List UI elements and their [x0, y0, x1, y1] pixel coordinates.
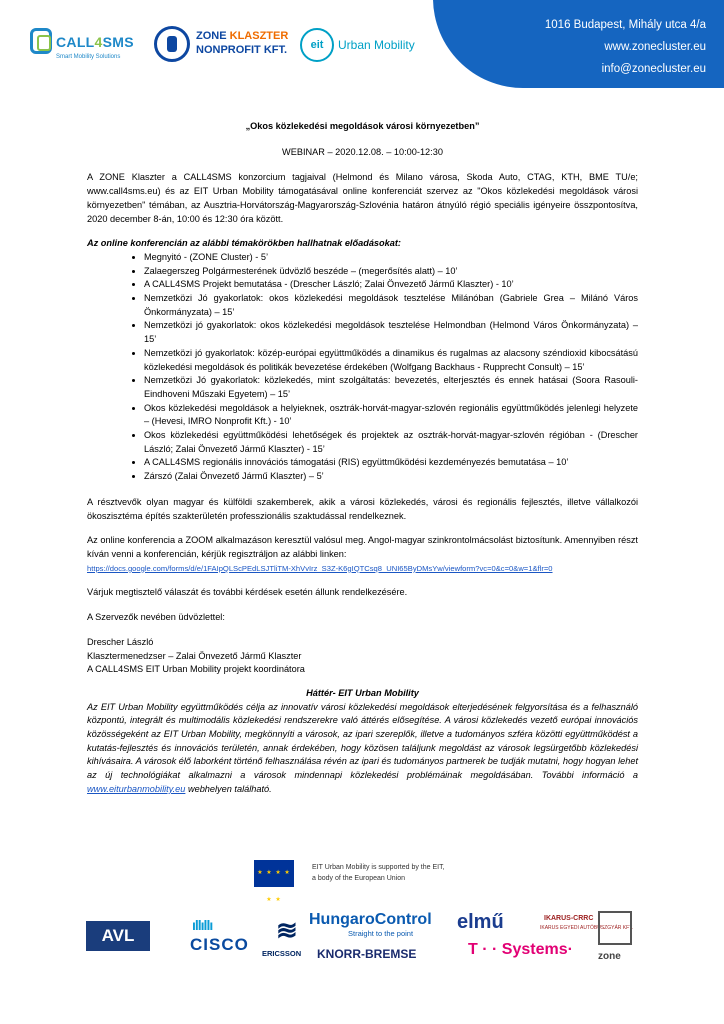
topics-heading: Az online konferencián az alábbi témakörökben hallhatnak előadásokat: — [87, 238, 401, 249]
background-paragraph: Az EIT Urban Mobility együttműködés célja az innovatív városi közlekedési megoldások elterjedésének felgyorsítása és a felhasználó központú, integrált és multimodális közlekedési rendszerekre való áttérés elősegítése. A városi közlekedés vezető európai innovációs közösségeként az EIT Urban Mobility, megkönnyíti a városok, az ipari szereplők, illetve a tudományos szféra közötti együttműködést a kutatás-fejlesztés és innovációs területén, annak érdekében, hogy közösen találjunk megoldást az városok legsürgetőbb közlekedési kihívásaira. A városok élő laborként történő felhasználása révén az ipari és tudományos partnerek be tudják mutatni, hogy hogyan lehet az új technológiákat alkalmazni a városok mindennapi közlekedési problémáinak megoldásában. További információ a www.eiturbanmobility.eu webhelyen található. — [87, 701, 638, 794]
zone-klaszter-logo — [154, 26, 294, 70]
list-item: • Nemzetközi jó gyakorlatok: közép-európai együttműködés a dinamikus és rugalmas az alacsony széndioxid kibocsátású közlekedési megoldások és politikák bevezetése érdekében (Wolfgang Backhaus - Rupprecht Consult) – 15’ — [144, 347, 638, 374]
elmu-logo: elmű — [457, 911, 504, 933]
list-item: • A CALL4SMS Projekt bemutatása - (Drescher László; Zalai Önvezető Jármű Klaszter) - 10’ — [144, 278, 638, 292]
list-item: • Megnyitó - (ZONE Cluster) - 5’ — [144, 251, 638, 265]
intro-paragraph: A ZONE Klaszter a CALL4SMS konzorcium tagjaival (Helmond és Milano városa, Skoda Auto, CTAG, KTH, BME TU/e; www.call4sms.eu) és az EIT Urban Mobility támogatásával online konferenciát szervez az "Okos közlekedési megoldások városi környezetben" témában, az Ausztria-Horvátország-Magyarország-Szlovénia határon átnyúló régió speciális igényeire összpontosítva, 2020 december 8-án, 10:00 és 12:30 óra között. — [87, 172, 638, 224]
ikarus-crrc-logo: IKARUS-CRRC — [544, 915, 594, 922]
call4sms-tagline: Smart Mobility Solutions — [56, 54, 121, 60]
signature-block — [87, 636, 638, 677]
knorr-bremse-logo: KNORR-BREMSE — [317, 947, 417, 961]
sponsor-logos — [0, 905, 724, 985]
zone-logo: zone — [598, 951, 621, 962]
list-item: • Nemzetközi Jó gyakorlatok: közlekedés, mint szolgáltatás: bevezetés, elterjesztés és ennek hatásai (Soora Rasouli- Eindhoveni Műszaki Egyetem) – 15’ — [144, 374, 638, 401]
list-item: • Nemzetközi Jó gyakorlatok: okos közlekedési megoldások tesztelése Milánóban (Gabriele Grea – Milánó Város Önkormányzata) – 15’ — [144, 292, 638, 319]
document-title: „Okos közlekedési megoldások városi környezetben” — [245, 121, 480, 131]
avl-logo: AVL — [86, 921, 150, 951]
list-item: • Okos közlekedési együttműködési lehetőségek és projektek az osztrák-horvát-magyar-szlovén régióban - (Drescher László; Zalai Önvezető Jármű Klaszter) - 15’ — [144, 429, 638, 456]
registration-paragraph — [87, 534, 638, 575]
eu-support-text: EIT Urban Mobility is supported by the EIT, a body of the European Union — [312, 864, 445, 882]
list-item: • Okos közlekedési megoldások a helyieknek, osztrák-horvát-magyar-szlovén regionális együttműködés jelenlegi helyzete – (Hevesi, IMRO Nonprofit Kft.) - 10’ — [144, 402, 638, 429]
list-item: • A CALL4SMS regionális innovációs támogatási (RIS) együttműködési kezdeményezés bemutatása – 10’ — [144, 456, 638, 470]
list-item: • Zárszó (Zalai Önvezető Jármű Klaszter) – 5’ — [144, 470, 638, 484]
call4sms-logo — [30, 28, 140, 68]
t-systems-logo: T · · Systems· — [468, 941, 573, 958]
signature-project-role: A CALL4SMS EIT Urban Mobility projekt koordinátora — [87, 664, 305, 675]
contact-block — [545, 14, 706, 80]
ericsson-icon: ≋ — [276, 915, 298, 945]
background-heading: Háttér- EIT Urban Mobility — [306, 687, 419, 698]
eit-website-link[interactable]: www.eiturbanmobility.eu — [87, 783, 186, 794]
zoom-text: Az online konferencia a ZOOM alkalmazáson keresztül valósul meg. Angol-magyar szinkrontolmácsolást biztosítunk. Amennyiben részt kíván venni a konferencián, kérjük regisztráljon az alábbi linken: — [87, 535, 638, 559]
eit-urban-mobility-logo — [300, 28, 430, 64]
letterhead — [0, 0, 724, 95]
hungarocontrol-tagline: Straight to the point — [348, 929, 414, 938]
zone-logo-line2: NONPROFIT KFT. — [196, 44, 288, 56]
zone-icon — [154, 26, 190, 62]
document-subtitle: WEBINAR – 2020.12.08. – 10:00-12:30 — [282, 146, 443, 157]
closing-paragraph: Várjuk megtisztelő válaszát és további kérdések esetén állunk rendelkezésére. — [87, 587, 408, 598]
address: 1016 Budapest, Mihály utca 4/a — [544, 19, 706, 31]
signature-name: Drescher László — [87, 636, 154, 647]
zone-logo-icon — [598, 911, 632, 945]
hungarocontrol-logo: HungaroControl — [309, 911, 432, 928]
ericsson-logo: ERICSSON — [262, 949, 302, 958]
call4sms-name: CALL4SMS — [56, 34, 134, 50]
topics-list — [87, 251, 638, 484]
document-body — [87, 112, 638, 797]
list-item: • Nemzetközi jó gyakorlatok: okos közlekedési megoldások tesztelése Helmondban (Helmond Város Önkormányzata) – 15’ — [144, 319, 638, 346]
cisco-logo: CISCO — [190, 935, 249, 954]
eu-support-notice — [254, 858, 514, 903]
ikarus-subtitle: IKARUS EGYEDI AUTÓBUSZGYÁR KFT. — [540, 925, 634, 931]
participants-paragraph: A résztvevők olyan magyar és külföldi szakemberek, akik a városi közlekedés, városi és regionális fejlesztés, illetve vállalkozói ökoszisztéma építés szakterületén professzionális szaktudással rendelkeznek. — [87, 496, 638, 521]
signature-role: Klasztermenedzser – Zalai Önvezető Jármű Klaszter — [87, 650, 302, 661]
list-item: • Zalaegerszeg Polgármesterének üdvözlő beszéde – (megerősítés alatt) – 10’ — [144, 265, 638, 279]
call4sms-icon — [30, 28, 52, 54]
zone-logo-line1: ZONE KLASZTER — [196, 30, 289, 42]
eit-icon: eit — [300, 28, 334, 62]
email-link[interactable]: info@zonecluster.eu — [601, 63, 706, 75]
eit-logo-text: Urban Mobility — [338, 38, 415, 52]
cisco-bars-icon: ıllıllı — [192, 917, 213, 933]
eu-stars: ★ ★ ★ ★ ★ ★ — [257, 870, 291, 903]
greeting: A Szervezők nevében üdvözlettel: — [87, 612, 225, 623]
website-link[interactable]: www.zonecluster.eu — [604, 41, 706, 53]
registration-link[interactable]: https://docs.google.com/forms/d/e/1FAIpQLScPEdLSJTliTM-XhVvIrz_S3Z-K6gIQTCsq8_UNI65ByDMsYw/viewform?vc=0&c=0&w=1&flr=0 — [87, 563, 553, 573]
